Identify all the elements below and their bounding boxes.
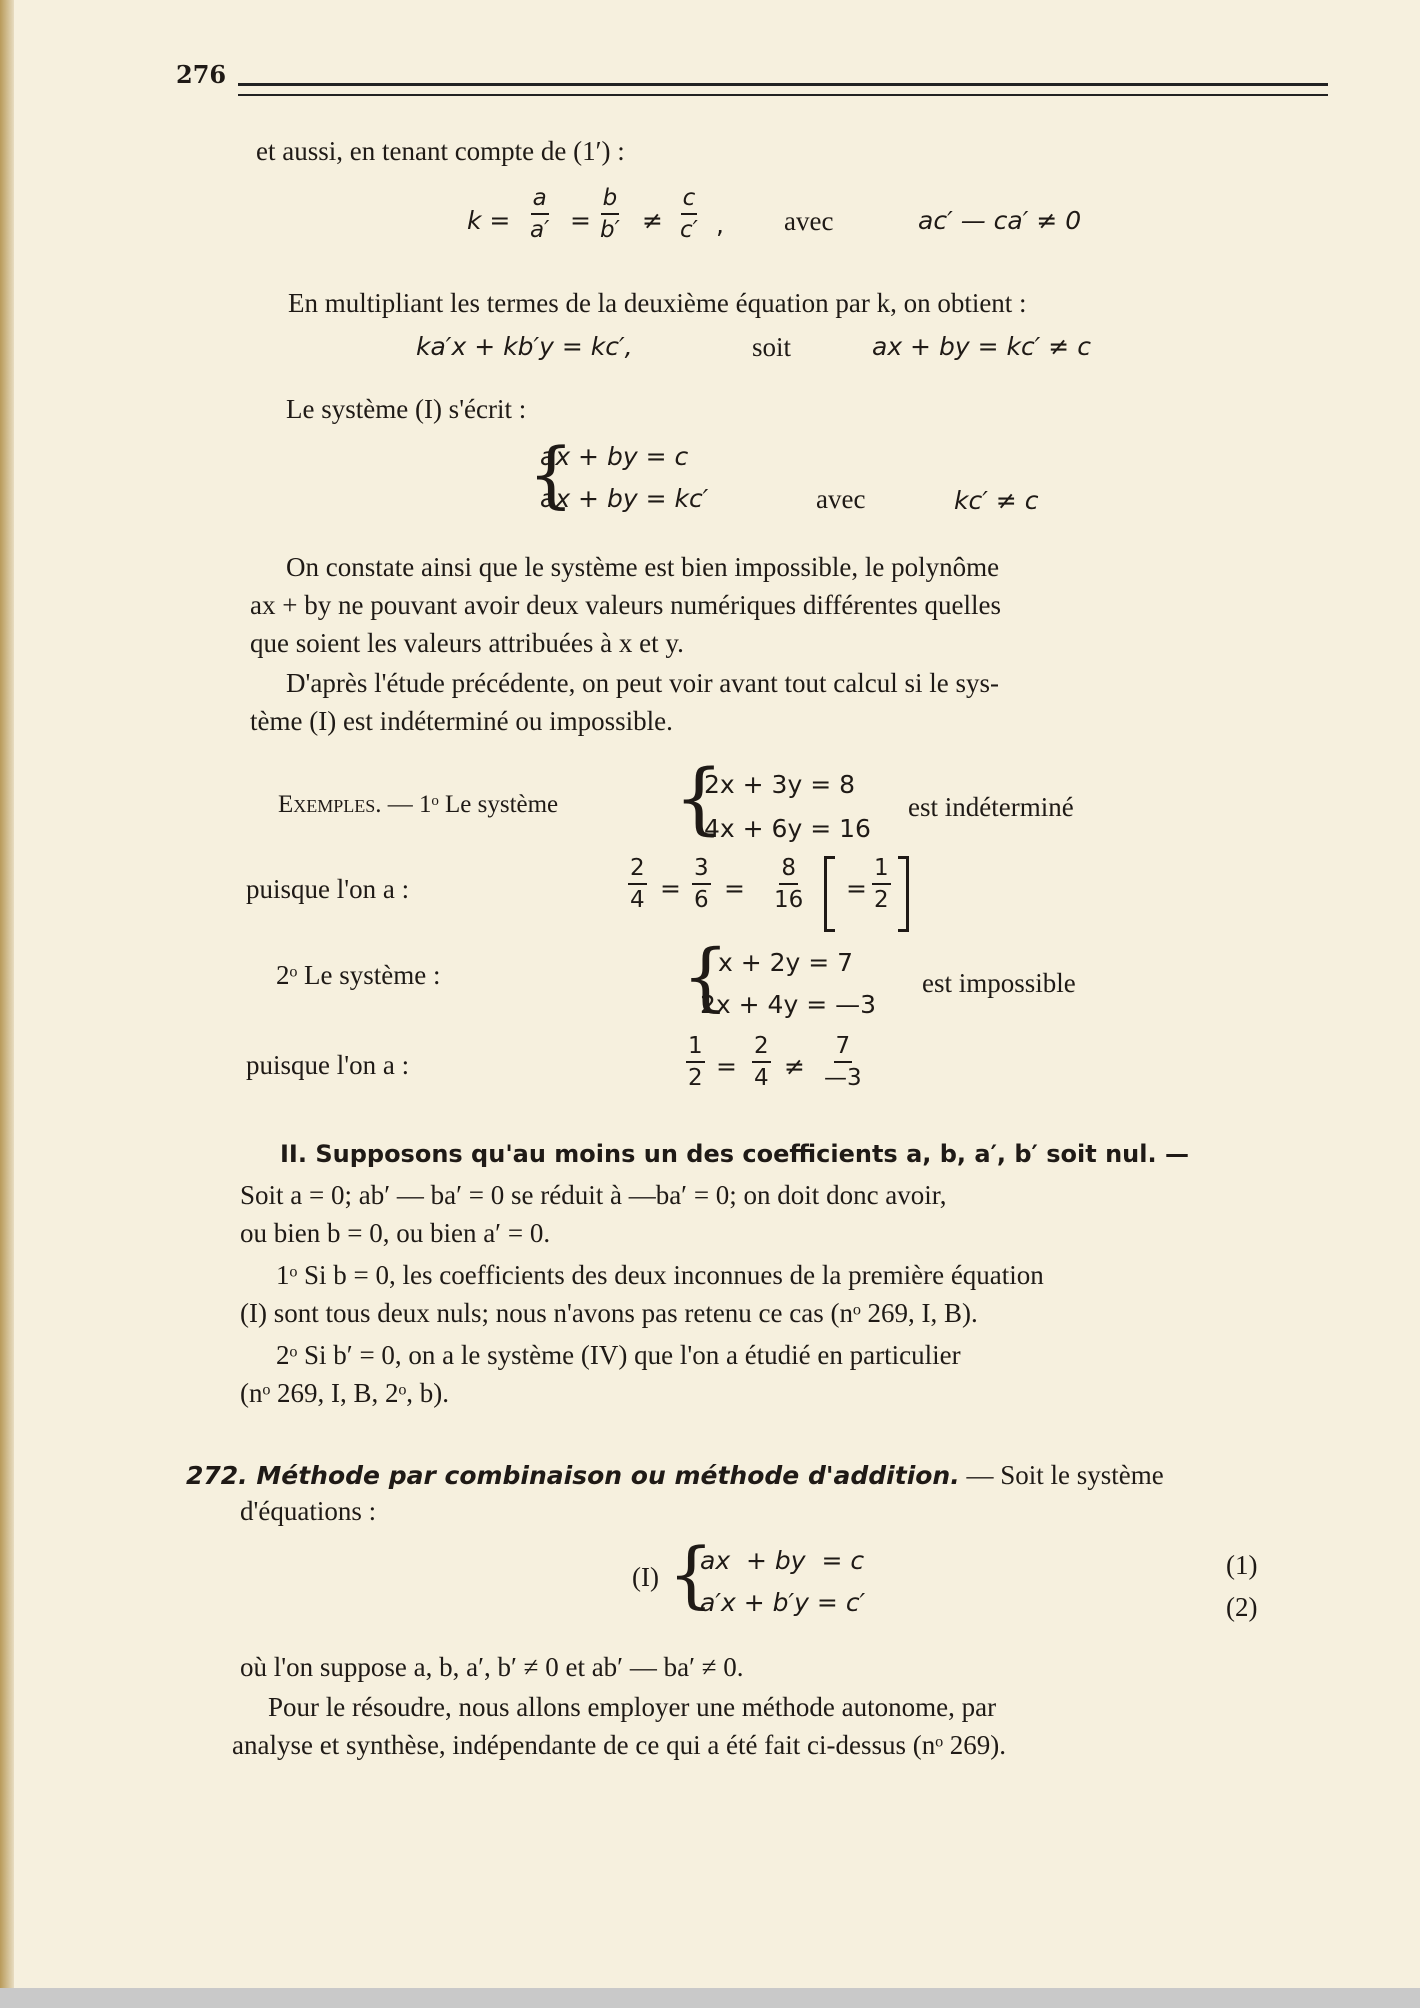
math-condition: ac′ — ca′ ≠ 0 <box>918 206 1082 235</box>
fraction <box>824 1034 862 1090</box>
text-line: d'équations : <box>240 1496 377 1526</box>
text-line: où l'on suppose a, b, a′, b′ ≠ 0 et ab′ — ba′ ≠ 0. <box>240 1652 744 1682</box>
text-line: tème (I) est indéterminé ou impossible. <box>250 706 673 736</box>
denominator: 2 <box>874 887 889 914</box>
denominator: 6 <box>694 887 709 914</box>
fraction <box>752 1034 771 1090</box>
text-line: puisque l'on a : <box>246 1050 410 1080</box>
comma: , <box>716 210 724 239</box>
numerator: 1 <box>686 1034 705 1063</box>
examples-text: — 1ᵒ Le système <box>381 791 559 818</box>
text-line: puisque l'on a : <box>246 874 410 904</box>
system-label: (I) <box>632 1562 659 1592</box>
section-272-rest: — Soit le système <box>959 1460 1164 1490</box>
section-272-title: 272. Méthode par combinaison ou méthode d'addition. <box>186 1461 960 1490</box>
denominator: 2 <box>688 1065 703 1092</box>
equals-sign: = <box>660 874 681 903</box>
denominator: 4 <box>754 1065 769 1092</box>
fraction-b-over-b-prime <box>600 186 620 242</box>
math-condition: kc′ ≠ c <box>954 486 1039 515</box>
numerator: 8 <box>779 856 798 885</box>
scan-bottom-strip <box>0 1988 1420 2008</box>
fraction-c-over-c-prime <box>680 186 698 242</box>
math-k-equals: k = <box>467 206 511 235</box>
text-line: 2ᵒ Si b′ = 0, on a le système (IV) que l'on a étudié en particulier <box>276 1340 961 1370</box>
denominator: b′ <box>600 217 620 244</box>
numerator: c <box>681 186 698 215</box>
system-brace: { <box>668 1532 714 1616</box>
numerator: 7 <box>834 1034 853 1063</box>
text-line: analyse et synthèse, indépendante de ce qui a été fait ci-dessus (nᵒ 269). <box>232 1730 1006 1760</box>
denominator: a′ <box>530 217 550 244</box>
numerator: 2 <box>628 856 647 885</box>
text-line: Pour le résoudre, nous allons employer une méthode autonome, par <box>268 1692 997 1722</box>
system-brace: { <box>528 432 574 516</box>
text-line: ax + by ne pouvant avoir deux valeurs numériques différentes quelles <box>250 590 1002 620</box>
text-line: que soient les valeurs attribuées à x et y. <box>250 628 684 658</box>
page-left-edge <box>0 0 14 1988</box>
text-line: En multipliant les termes de la deuxième équation par k, on obtient : <box>288 288 1027 318</box>
text-line: D'après l'étude précédente, on peut voir avant tout calcul si le sys- <box>286 668 999 698</box>
not-equal-sign: ≠ <box>642 206 663 235</box>
numerator: 3 <box>692 856 711 885</box>
system-brace: { <box>674 754 724 844</box>
system-equation-1: ax + by = c <box>700 1546 865 1575</box>
example-result: est indéterminé <box>908 792 1074 822</box>
text-line: (I) sont tous deux nuls; nous n'avons pas retenu ce cas (nᵒ 269, I, B). <box>240 1298 978 1328</box>
system-equation-2: ax + by = kc′ <box>540 484 709 513</box>
fraction <box>774 856 803 912</box>
page-number: 276 <box>176 60 227 89</box>
fraction <box>686 1034 705 1090</box>
equation-number: (2) <box>1226 1592 1258 1622</box>
bracket-left <box>824 856 835 932</box>
fraction <box>628 856 647 912</box>
fraction <box>872 856 891 912</box>
denominator: c′ <box>680 217 698 244</box>
text-line: Le système (I) s'écrit : <box>286 394 527 424</box>
text-line: Soit a = 0; ab′ — ba′ = 0 se réduit à —ba′ = 0; on doit donc avoir, <box>240 1180 947 1210</box>
not-equal-sign: ≠ <box>784 1052 805 1081</box>
text-line: 1ᵒ Si b = 0, les coefficients des deux inconnues de la première équation <box>276 1260 1044 1290</box>
section-272-heading <box>186 1462 1164 1489</box>
numerator: a <box>531 186 549 215</box>
denominator: —3 <box>824 1065 862 1092</box>
denominator: 16 <box>774 887 804 914</box>
text-line: et aussi, en tenant compte de (1′) : <box>256 136 625 166</box>
text-line: On constate ainsi que le système est bien impossible, le polynôme <box>286 552 1000 582</box>
math-equation: ka′x + kb′y = kc′, <box>416 332 633 361</box>
text-line: (nᵒ 269, I, B, 2ᵒ, b). <box>240 1378 450 1408</box>
system-brace: { <box>682 934 730 1020</box>
equals-sign: = <box>846 874 867 903</box>
system-equation-2: a′x + b′y = c′ <box>700 1588 866 1617</box>
bracket-right <box>898 856 909 932</box>
text-soit: soit <box>752 332 792 362</box>
numerator: 2 <box>752 1034 771 1063</box>
text-avec: avec <box>816 484 866 514</box>
text-line: ou bien b = 0, ou bien a′ = 0. <box>240 1218 551 1248</box>
system-equation-1: x + 2y = 7 <box>718 948 854 977</box>
fraction <box>692 856 711 912</box>
equals-sign: = <box>570 206 591 235</box>
example-result: est impossible <box>922 968 1076 998</box>
system-equation-2: 2x + 4y = —3 <box>700 990 876 1019</box>
header-rule <box>238 83 1328 96</box>
math-equation: ax + by = kc′ ≠ c <box>872 332 1091 361</box>
example-2-label: 2ᵒ Le système : <box>276 960 441 990</box>
equals-sign: = <box>724 874 745 903</box>
system-equation-1: 2x + 3y = 8 <box>704 770 855 799</box>
fraction-a-over-a-prime <box>530 186 549 242</box>
denominator: 4 <box>630 887 645 914</box>
system-equation-2: 4x + 6y = 16 <box>704 814 871 843</box>
system-equation-1: ax + by = c <box>540 442 689 471</box>
equals-sign: = <box>716 1052 737 1081</box>
equation-number: (1) <box>1226 1550 1258 1580</box>
examples-label <box>278 792 558 817</box>
numerator: b <box>601 186 620 215</box>
text-avec: avec <box>784 206 834 236</box>
section-ii-heading: II. Supposons qu'au moins un des coefficients a, b, a′, b′ soit nul. — <box>280 1140 1189 1168</box>
examples-heading: Exemples. <box>278 791 382 818</box>
numerator: 1 <box>872 856 891 885</box>
